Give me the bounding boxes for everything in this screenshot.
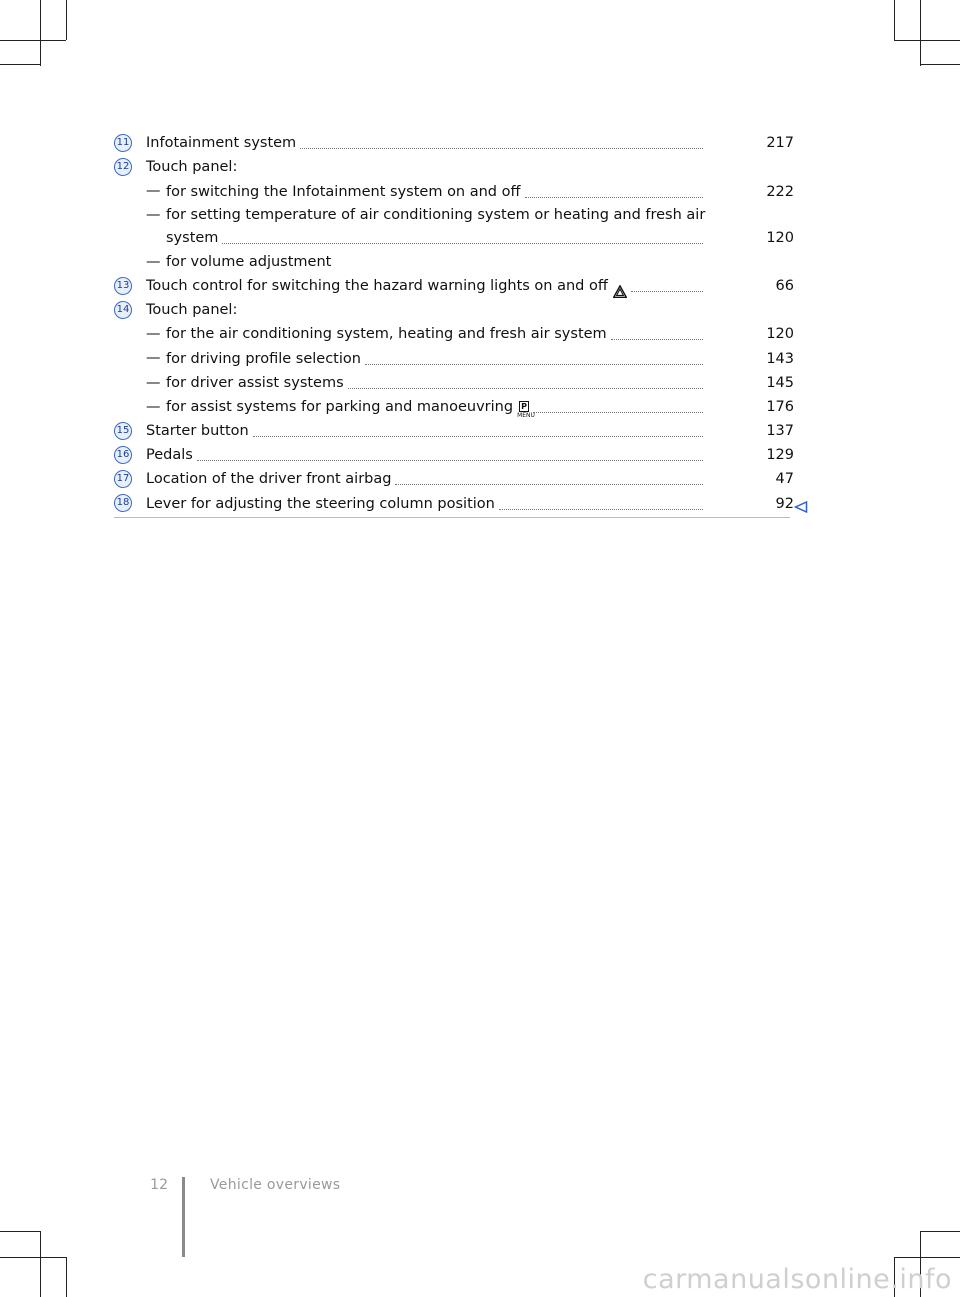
legend-entry	[114, 467, 794, 491]
dash-bullet: —	[146, 253, 161, 270]
legend-subentry	[114, 179, 794, 203]
callout-number-badge: 11	[114, 134, 132, 152]
section-end-rule	[114, 517, 790, 518]
entry-label: Touch panel:	[146, 159, 238, 176]
entry-label: for driving profile selection	[166, 350, 361, 367]
callout-number-badge: 15	[114, 422, 132, 440]
page-reference[interactable]: 217	[766, 135, 794, 152]
entry-label: Lever for adjusting the steering column position	[146, 495, 495, 512]
page-reference[interactable]: 143	[766, 350, 794, 367]
dot-leader	[197, 460, 703, 461]
page-reference[interactable]: 129	[766, 447, 794, 464]
entry-label: Infotainment system	[146, 135, 297, 152]
legend-entry	[114, 491, 794, 515]
page-reference[interactable]: 66	[775, 277, 794, 294]
legend-entry	[114, 298, 794, 322]
footer-section-title: Vehicle overviews	[210, 1177, 341, 1193]
page-reference[interactable]: 222	[766, 183, 794, 200]
page-reference[interactable]: 120	[766, 326, 794, 343]
dot-leader	[533, 412, 703, 413]
legend-subentry	[114, 371, 794, 395]
dot-leader	[631, 291, 703, 292]
legend-entry-list	[114, 131, 794, 516]
entry-label: Touch control for switching the hazard warning lights on and off	[146, 277, 608, 294]
footer-divider	[182, 1177, 185, 1257]
dash-bullet: —	[146, 183, 161, 200]
entry-label: for volume adjustment	[166, 253, 332, 270]
legend-subentry	[114, 322, 794, 346]
entry-label: for the air conditioning system, heating and fresh air system	[166, 326, 607, 343]
dash-bullet: —	[146, 398, 161, 415]
page-reference[interactable]: 120	[766, 229, 794, 246]
legend-entry	[114, 155, 794, 179]
dot-leader	[365, 364, 703, 365]
legend-subentry	[114, 204, 794, 250]
entry-label: for assist systems for parking and manoeuvring	[166, 398, 514, 415]
dot-leader	[253, 436, 703, 437]
dot-leader	[525, 197, 704, 198]
callout-number-badge: 18	[114, 494, 132, 512]
entry-label: Starter button	[146, 423, 249, 440]
callout-number-badge: 12	[114, 158, 132, 176]
legend-entry	[114, 419, 794, 443]
page-reference[interactable]: 137	[766, 423, 794, 440]
entry-label-line1: for setting temperature of air conditioning system or heating and fresh air	[166, 206, 706, 223]
dash-bullet: —	[146, 326, 161, 343]
dot-leader	[395, 484, 703, 485]
parking-menu-icon	[517, 401, 535, 419]
section-end-triangle-icon	[794, 500, 808, 514]
entry-label-line2: system	[166, 229, 219, 246]
dash-bullet: —	[146, 206, 161, 223]
dot-leader	[499, 509, 703, 510]
dash-bullet: —	[146, 350, 161, 367]
entry-label: Location of the driver front airbag	[146, 471, 392, 488]
legend-subentry	[114, 250, 794, 274]
legend-subentry	[114, 395, 794, 419]
parking-menu-icon-text: MENU	[517, 411, 535, 419]
callout-number-badge: 17	[114, 470, 132, 488]
legend-entry	[114, 274, 794, 298]
footer-page-number: 12	[150, 1177, 168, 1193]
legend-entry	[114, 131, 794, 155]
entry-label: for driver assist systems	[166, 374, 344, 391]
entry-label: Touch panel:	[146, 302, 238, 319]
parking-menu-icon-letter: P	[519, 401, 529, 412]
page-reference[interactable]: 176	[766, 398, 794, 415]
dot-leader	[222, 243, 703, 244]
watermark: carmanualsonline.info	[642, 1264, 952, 1295]
callout-number-badge: 13	[114, 277, 132, 295]
legend-subentry	[114, 346, 794, 370]
dot-leader	[300, 148, 703, 149]
entry-label: Pedals	[146, 447, 193, 464]
page-reference[interactable]: 47	[775, 471, 794, 488]
hazard-warning-icon	[613, 285, 627, 298]
legend-entry	[114, 443, 794, 467]
dot-leader	[611, 339, 703, 340]
callout-number-badge: 14	[114, 301, 132, 319]
dash-bullet: —	[146, 374, 161, 391]
dot-leader	[348, 388, 703, 389]
page-reference[interactable]: 145	[766, 374, 794, 391]
callout-number-badge: 16	[114, 446, 132, 464]
page-reference[interactable]: 92	[775, 495, 794, 512]
entry-label: for switching the Infotainment system on and off	[166, 183, 521, 200]
